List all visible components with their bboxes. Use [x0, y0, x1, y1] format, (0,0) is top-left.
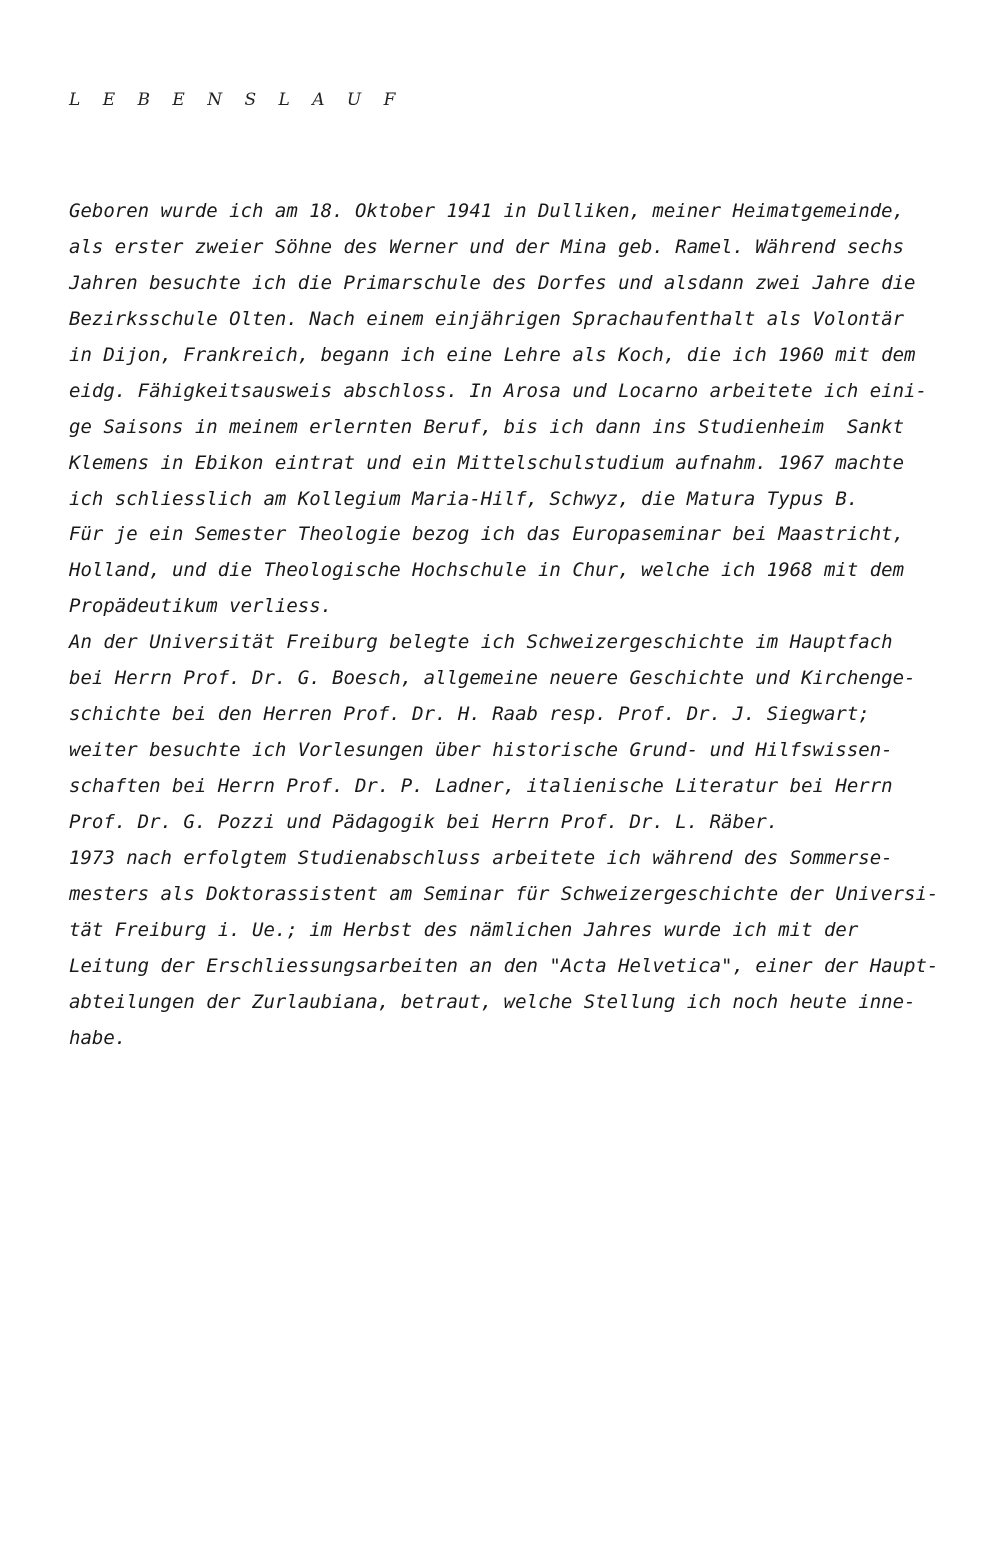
curriculum-vitae-text [69, 194, 969, 1057]
text-line: An der Universität Freiburg belegte ich Schweizergeschichte im Hauptfach [69, 631, 893, 654]
text-line: schichte bei den Herren Prof. Dr. H. Raab resp. Prof. Dr. J. Siegwart; [69, 703, 870, 726]
text-line: Leitung der Erschliessungsarbeiten an den "Acta Helvetica", einer der Haupt- [69, 954, 939, 977]
text-line: Geboren wurde ich am 18. Oktober 1941 in Dulliken, meiner Heimatgemeinde, [69, 200, 905, 222]
text-line: ge Saisons in meinem erlernten Beruf, bis ich dann ins Studienheim Sankt [69, 415, 905, 438]
text-line: habe. [69, 1026, 127, 1049]
text-line: 1973 nach erfolgtem Studienabschluss arbeitete ich während des Sommerse- [69, 846, 893, 869]
text-line: eidg. Fähigkeitsausweis abschloss. In Arosa und Locarno arbeitete ich eini- [69, 379, 927, 402]
text-line: Klemens in Ebikon eintrat und ein Mittelschulstudium aufnahm. 1967 machte [69, 451, 905, 474]
page-title: L E B E N S L A U F [69, 90, 404, 110]
text-line: Für je ein Semester Theologie bezog ich das Europaseminar bei Maastricht, [69, 523, 905, 546]
text-line: als erster zweier Söhne des Werner und der Mina geb. Ramel. Während sechs [69, 235, 905, 258]
text-line: weiter besuchte ich Vorlesungen über historische Grund- und Hilfswissen- [69, 739, 893, 762]
text-line: tät Freiburg i. Ue.; im Herbst des nämlichen Jahres wurde ich mit der [69, 918, 859, 941]
text-line: Bezirksschule Olten. Nach einem einjährigen Sprachaufenthalt als Volontär [69, 307, 905, 330]
text-line: in Dijon, Frankreich, begann ich eine Lehre als Koch, die ich 1960 mit dem [69, 343, 916, 366]
text-line: mesters als Doktorassistent am Seminar für Schweizergeschichte der Universi- [69, 882, 939, 905]
text-line: bei Herrn Prof. Dr. G. Boesch, allgemeine neuere Geschichte und Kirchenge- [69, 667, 916, 690]
text-line: ich schliesslich am Kollegium Maria-Hilf, Schwyz, die Matura Typus B. [69, 487, 859, 510]
text-line: abteilungen der Zurlaubiana, betraut, welche Stellung ich noch heute inne- [69, 990, 916, 1013]
text-line: Propädeutikum verliess. [69, 595, 333, 618]
text-line: Jahren besuchte ich die Primarschule des Dorfes und alsdann zwei Jahre die [69, 271, 916, 294]
text-line: Holland, und die Theologische Hochschule in Chur, welche ich 1968 mit dem [69, 559, 905, 582]
text-line: schaften bei Herrn Prof. Dr. P. Ladner, italienische Literatur bei Herrn [69, 775, 893, 797]
text-line: Prof. Dr. G. Pozzi und Pädagogik bei Herrn Prof. Dr. L. Räber. [69, 810, 779, 833]
